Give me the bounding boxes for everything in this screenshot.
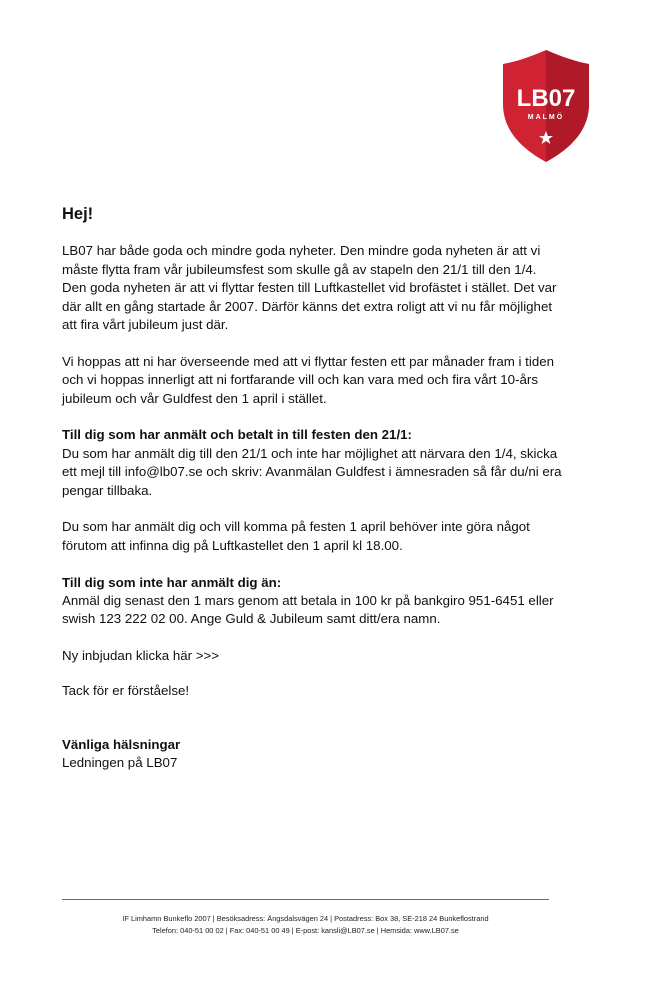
- paragraph-attend: Du som har anmält dig och vill komma på festen 1 april behöver inte göra något förutom att infinna dig på Luftkastellet den 1 april kl 18.00.: [62, 519, 530, 553]
- section-registered-paid: [62, 426, 562, 500]
- lb07-malmo-crest-logo: [500, 48, 592, 164]
- new-invitation-link[interactable]: Ny inbjudan klicka här >>>: [62, 648, 220, 664]
- paragraph-apology: Vi hoppas att ni har överseende med att vi flyttar festen ett par månader fram i tiden och vi hoppas innerligt att ni fortfarande vill och kan vara med och fira vårt 10-års jubileum och vår Guldfest den 1 april i stället.: [62, 353, 555, 406]
- new-invitation-link-paragraph: [62, 647, 562, 665]
- signature-block: [62, 736, 562, 773]
- paragraph-thanks: Tack för er förståelse!: [62, 682, 190, 698]
- paragraph-news: LB07 har både goda och mindre goda nyheter. Den mindre goda nyheten är att vi måste flytta fram vår jubileumsfest som skulle gå av stapeln den 21/1 till den 1/4. Den goda nyheten är att vi flyttar festen till Luftkastellet vid brofästet i stället. Det var där allt en gång startade år 2007. Därför känns det extra roligt att vi nu får möjlighet att fira vårt jubileum just där.: [62, 243, 557, 333]
- paragraph-registration: Anmäl dig senast den 1 mars genom att betala in 100 kr på bankgiro 951-6451 eller swish 123 222 02 00. Ange Guld & Jubileum samt ditt/era namn.: [62, 593, 554, 627]
- signature-greeting: Vänliga hälsningar: [62, 737, 181, 753]
- paragraph-cancellation: Du som har anmält dig till den 21/1 och inte har möjlighet att närvara den 1/4, skicka ett mejl till info@lb07.se och skriv: Avanmälan Guldfest i ämnesraden så får du/ni era pengar tillbaka.: [62, 445, 562, 498]
- heading-registered-paid: Till dig som har anmält och betalt in till festen den 21/1:: [62, 427, 412, 443]
- footer-contact-line: Telefon: 040-51 00 02 | Fax: 040-51 00 49 | E-post: kansli@LB07.se | Hemsida: www.LB07.se: [152, 926, 459, 935]
- footer: [62, 913, 549, 937]
- crest-malmo-text: MALMÖ: [527, 114, 565, 121]
- crest-lb07-text: LB07: [516, 85, 576, 112]
- signature-name: Ledningen på LB07: [62, 755, 178, 771]
- footer-address-line: IF Limhamn Bunkeflo 2007 | Besöksadress: Ängsdalsvägen 24 | Postadress: Box 38, SE-218 24 Bunkeflostrand: [122, 914, 489, 923]
- section-not-registered: [62, 574, 562, 629]
- letter-body: [62, 205, 562, 773]
- greeting: Hej!: [62, 205, 94, 223]
- heading-not-registered: Till dig som inte har anmält dig än:: [62, 574, 282, 590]
- footer-divider: [62, 899, 549, 900]
